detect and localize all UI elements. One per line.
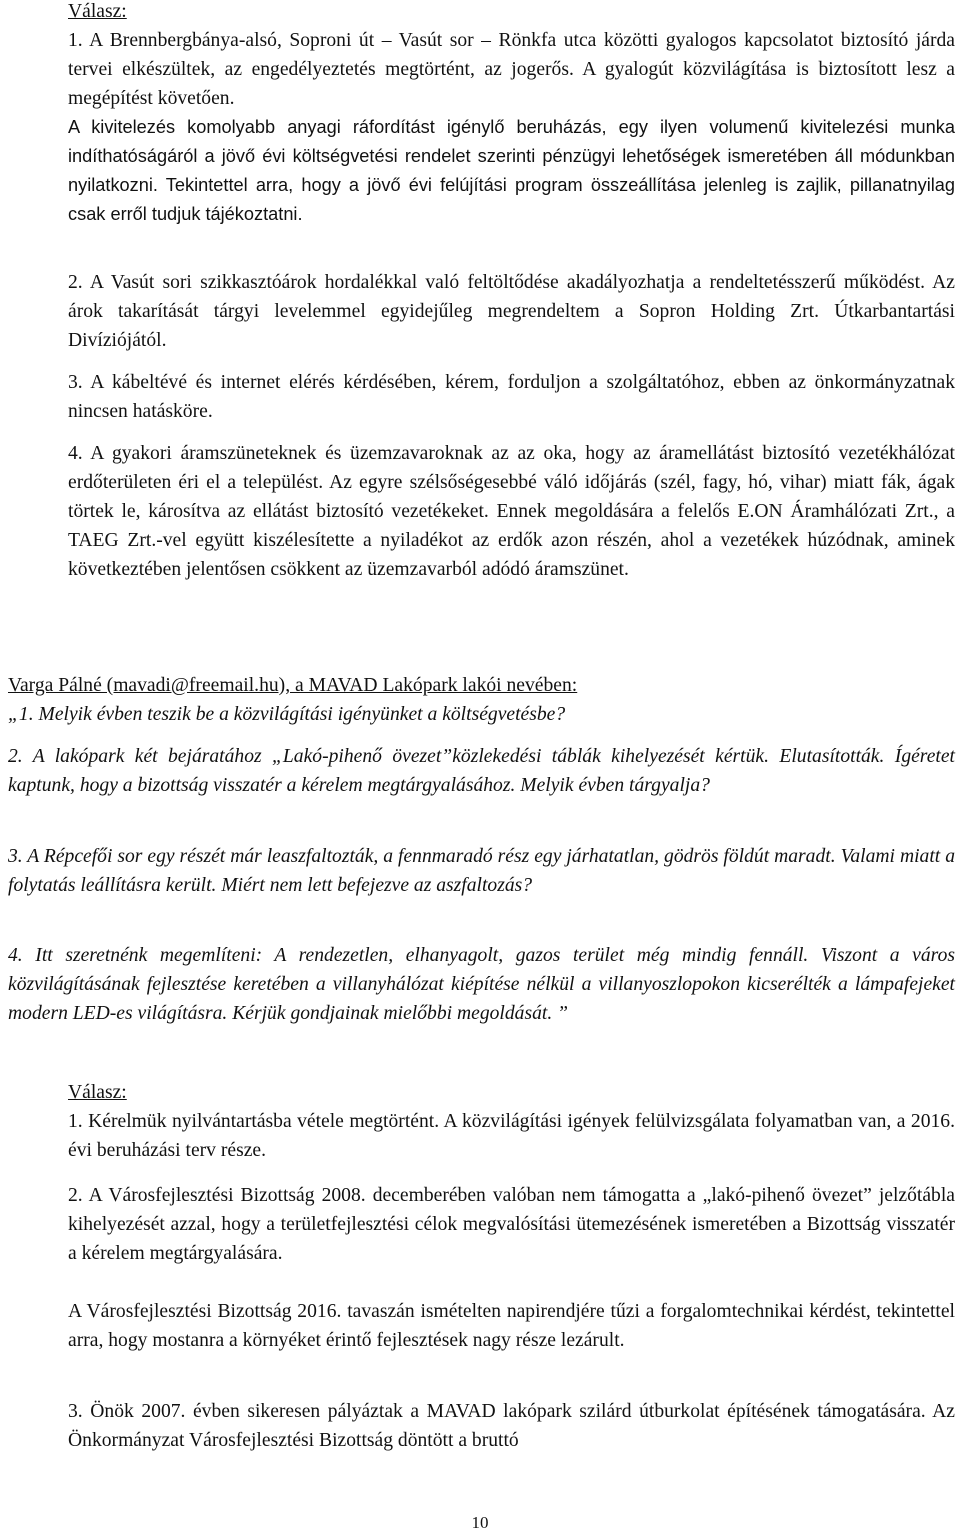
answer-2: 2. A Városfejlesztési Bizottság 2008. decemberében valóban nem támogatta a „lakó-pihenő övezet” jelzőtábla kihelyezését azzal, hogy a területfejlesztési célok megvalósítási ütemezésének ismeretében a Bizottság visszatér a kérelem megtárgyalására. xyxy=(68,1185,955,1264)
answer-1: 1. Kérelmük nyilvántartásba vétele megtörtént. A közvilágítási igények felülvizsgálata folyamatban van, a 2016. évi beruházási terv része. xyxy=(68,1111,955,1161)
answer-3: 3. Önök 2007. évben sikeresen pályáztak a MAVAD lakópark szilárd útburkolat építésének támogatására. Az Önkormányzat Városfejlesztési Bizottság döntött a bruttó xyxy=(68,1401,955,1451)
answer-item-2: 2. A Vasút sori szikkasztóárok hordalékkal való feltöltődése akadályozhatja a rendeltetésszerű működést. Az árok takarítását tárgyi levelemmel egyidejűleg megrendeltem a Sopron Holding Zrt. Útkarbantartási Divíziójától. xyxy=(68,272,955,351)
page-number: 10 xyxy=(471,1513,489,1532)
question-author: Varga Pálné (mavadi@freemail.hu), a MAVAD Lakópark lakói nevében: xyxy=(8,675,578,696)
question-1: „1. Melyik évben teszik be a közvilágítási igényünket a költségvetésbe? xyxy=(8,704,566,725)
question-4: 4. Itt szeretnénk megemlíteni: A rendezetlen, elhanyagolt, gazos terület még mindig fennáll. Viszont a város közvilágításának fejlesztése keretében a villanyhálózat kiépítése nélkül a villanyoszlopokon kicserélték a lámpafejeket modern LED-es világításra. Kérjük gondjainak mielőbbi megoldását. ” xyxy=(8,945,955,1024)
question-2: 2. A lakópark két bejáratához „Lakó-pihenő övezet”közlekedési táblák kihelyezését kértük. Elutasították. Ígéretet kaptunk, hogy a bizottság visszatér a kérelem megtárgyalásához. Melyik évben tárgyalja? xyxy=(8,746,955,796)
question-3: 3. A Répcefői sor egy részét már leaszfaltozták, a fennmaradó rész egy járhatatlan, gödrös földút maradt. Valami miatt a folytatás leállításra került. Miért nem lett befejezve az aszfaltozás? xyxy=(8,846,955,896)
answer-2-continued: A Városfejlesztési Bizottság 2016. tavaszán ismételten napirendjére tűzi a forgalomtechnikai kérdést, tekintettel arra, hogy mostanra a környéket érintő fejlesztések nagy része lezárult. xyxy=(68,1301,955,1351)
answer-heading: Válasz: xyxy=(68,1082,127,1103)
answer-item-3: 3. A kábeltévé és internet elérés kérdésében, kérem, forduljon a szolgáltatóhoz, ebben az önkormányzatnak nincsen hatásköre. xyxy=(68,372,955,422)
answer-item-1-continued: A kivitelezés komolyabb anyagi ráfordítást igénylő beruházás, egy ilyen volumenű kivitelezési munka indíthatóságáról a jövő évi költségvetési rendelet szerinti pénzügyi lehetőségek ismeretében áll módunkban nyilatkozni. Tekintettel arra, hogy a jövő évi felújítási program összeállítása jelenleg is zajlik, pillanatnyilag csak erről tudjuk tájékoztatni. xyxy=(68,117,955,224)
answer-item-1: 1. A Brennbergbánya-alsó, Soproni út – Vasút sor – Rönkfa utca közötti gyalogos kapcsolatot biztosító járda tervei elkészültek, az engedélyeztetés megtörtént, az jogerős. A gyalogút közvilágítása is biztosított lesz a megépítést követően. xyxy=(68,30,955,109)
answer-heading-top: Válasz: xyxy=(68,1,127,22)
answer-item-4: 4. A gyakori áramszüneteknek és üzemzavaroknak az az oka, hogy az áramellátást biztosító vezetékhálózat erdőterületen éri el a települést. Az egyre szélsőségesebbé váló időjárás (szél, fagy, hó, vihar) miatt fák, ágak törtek le, károsítva az ellátást biztosító vezetékeket. Ennek megoldására a felelős E.ON Áramhálózati Zrt., a TAEG Zrt.-vel együtt kiszélesítette a nyiladékot az erdők azon részén, ahol a vezetékek húzódnak, aminek következtében jelentősen csökkent az üzemzavarból adódó áramszünet. xyxy=(68,443,955,580)
